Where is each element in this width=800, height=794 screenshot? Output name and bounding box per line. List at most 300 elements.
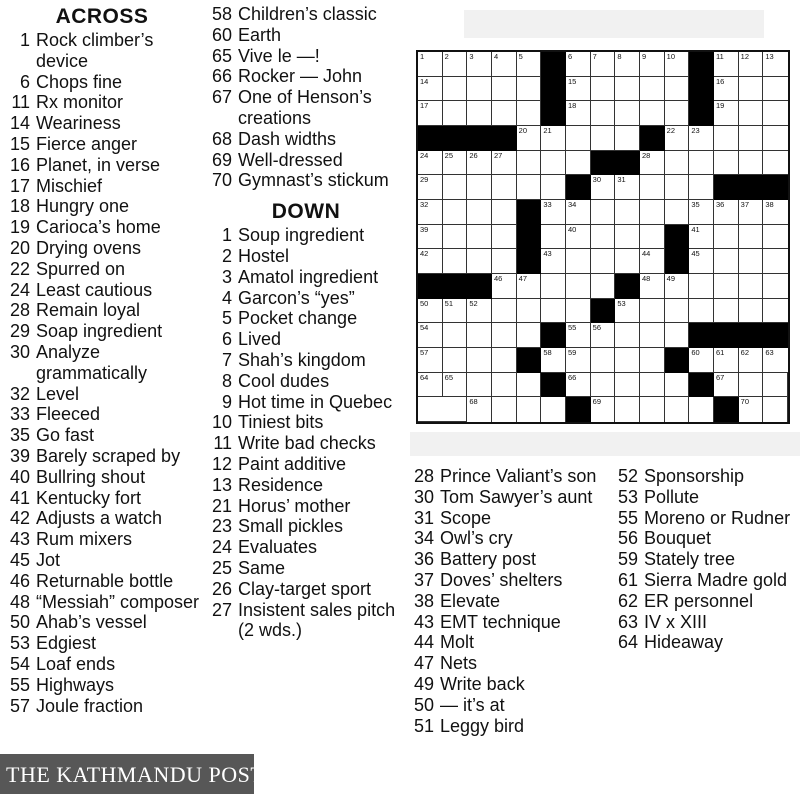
grid-cell[interactable] — [541, 274, 566, 299]
clue-item — [408, 549, 608, 570]
cell-number: 46 — [493, 273, 503, 283]
clue-number: 9 — [221, 391, 232, 412]
grid-cell[interactable] — [467, 249, 492, 274]
cell-number: 11 — [715, 52, 724, 61]
black-square — [763, 323, 788, 348]
grid-cell[interactable] — [714, 151, 739, 176]
black-square — [665, 225, 690, 250]
clue-item — [206, 350, 406, 371]
black-square — [665, 249, 690, 274]
grid-cell[interactable] — [640, 348, 665, 373]
grid-cell[interactable] — [689, 225, 714, 250]
grid-cell[interactable] — [443, 175, 468, 200]
clue-text: Small pickles — [238, 516, 344, 537]
grid-cell[interactable] — [492, 373, 517, 398]
grid-cell[interactable] — [591, 77, 616, 102]
clue-text: Doves’ shelters — [440, 569, 563, 590]
clue-number: 54 — [9, 653, 30, 674]
grid-cell[interactable] — [418, 101, 443, 126]
clue-number: 13 — [211, 474, 232, 495]
grid-cell[interactable] — [443, 348, 468, 373]
grid-cell[interactable] — [517, 323, 542, 348]
grid-cell[interactable] — [418, 249, 443, 274]
clue-item — [408, 487, 608, 508]
grid-cell[interactable] — [467, 175, 492, 200]
clue-text: Lived — [238, 329, 282, 350]
clue-text: Spurred on — [36, 258, 126, 279]
grid-cell[interactable] — [443, 52, 468, 77]
grid-cell[interactable] — [591, 373, 616, 398]
grid-cell[interactable] — [615, 348, 640, 373]
cell-number: 55 — [567, 323, 577, 333]
black-square — [615, 274, 640, 299]
grid-cell[interactable] — [492, 274, 517, 299]
clue-text: Bullring shout — [36, 466, 146, 487]
grid-cell[interactable] — [689, 348, 714, 373]
clue-item — [4, 446, 200, 467]
grid-cell[interactable] — [714, 348, 739, 373]
grid-cell[interactable] — [467, 225, 492, 250]
grid-cell[interactable] — [443, 77, 468, 102]
grid-cell[interactable] — [665, 373, 690, 398]
black-square — [689, 373, 714, 398]
grid-cell[interactable] — [418, 52, 443, 77]
grid-cell[interactable] — [591, 101, 616, 126]
clue-item — [4, 300, 200, 321]
grid-cell[interactable] — [492, 151, 517, 176]
grid-cell[interactable] — [591, 200, 616, 225]
grid-cell[interactable] — [739, 126, 764, 151]
clue-text: Hot time in Quebec — [238, 391, 393, 412]
grid-cell[interactable] — [418, 151, 443, 176]
grid-cell[interactable] — [418, 175, 443, 200]
grid-cell[interactable] — [665, 52, 690, 77]
clue-text: One of Henson’s creations — [238, 87, 372, 128]
grid-cell[interactable] — [591, 175, 616, 200]
clue-text: Mischief — [36, 175, 103, 196]
clue-number: 25 — [211, 557, 232, 578]
grid-cell[interactable] — [443, 397, 468, 422]
grid-cell[interactable] — [665, 101, 690, 126]
grid-cell[interactable] — [763, 373, 788, 398]
grid-cell[interactable] — [541, 151, 566, 176]
grid-cell[interactable] — [467, 200, 492, 225]
cell-number: 60 — [691, 347, 700, 357]
grid-cell[interactable] — [714, 200, 739, 225]
grid-cell[interactable] — [615, 299, 640, 324]
clue-item — [206, 558, 406, 579]
grid-cell[interactable] — [467, 373, 492, 398]
grid-cell[interactable] — [665, 151, 690, 176]
clue-item — [4, 238, 200, 259]
grid-cell[interactable] — [591, 126, 616, 151]
grid-cell[interactable] — [443, 249, 468, 274]
grid-cell[interactable] — [517, 101, 542, 126]
clue-item — [408, 695, 608, 716]
grid-cell[interactable] — [591, 397, 616, 422]
clue-text: Insistent sales pitch (2 wds.) — [238, 599, 396, 641]
grid-cell[interactable] — [615, 52, 640, 77]
grid-cell[interactable] — [739, 397, 764, 422]
grid-cell[interactable] — [591, 274, 616, 299]
grid-cell[interactable] — [714, 101, 739, 126]
grid-cell[interactable] — [640, 151, 665, 176]
black-square — [566, 397, 591, 422]
clue-text: Moreno or Rudner — [644, 507, 791, 528]
grid-cell[interactable] — [492, 397, 517, 422]
clue-text: Drying ovens — [36, 237, 142, 258]
clue-number: 42 — [9, 508, 30, 529]
clue-text: Prince Valiant’s son — [440, 466, 597, 486]
clue-item — [206, 225, 406, 246]
grid-cell[interactable] — [492, 200, 517, 225]
cell-number: 35 — [691, 199, 700, 209]
grid-cell[interactable] — [443, 323, 468, 348]
grid-cell[interactable] — [566, 77, 591, 102]
down-clue-list-continued — [408, 466, 608, 736]
grid-cell[interactable] — [714, 373, 739, 398]
grid-cell[interactable] — [418, 373, 443, 398]
grid-cell[interactable] — [763, 52, 788, 77]
clue-number: 27 — [211, 599, 232, 620]
cell-number: 32 — [420, 199, 429, 209]
grid-cell[interactable] — [763, 348, 788, 373]
grid-cell[interactable] — [714, 52, 739, 77]
grid-cell[interactable] — [763, 126, 788, 151]
clue-item — [612, 487, 800, 508]
grid-cell[interactable] — [739, 200, 764, 225]
cell-number: 17 — [420, 101, 429, 111]
clue-number: 30 — [413, 486, 434, 507]
grid-cell[interactable] — [566, 299, 591, 324]
grid-cell[interactable] — [566, 323, 591, 348]
grid-cell[interactable] — [739, 274, 764, 299]
grid-cell[interactable] — [689, 249, 714, 274]
clue-number: 51 — [413, 715, 434, 736]
grid-cell[interactable] — [492, 52, 517, 77]
clue-number: 15 — [9, 133, 30, 154]
black-square — [541, 101, 566, 126]
grid-cell[interactable] — [443, 299, 468, 324]
grid-cell[interactable] — [492, 77, 517, 102]
grid-cell[interactable] — [492, 225, 517, 250]
clue-number: 24 — [9, 279, 30, 300]
clue-text: Battery post — [440, 549, 537, 570]
cell-number: 8 — [617, 52, 622, 61]
grid-cell[interactable] — [467, 299, 492, 324]
cell-number: 41 — [691, 224, 700, 234]
clue-item — [4, 654, 200, 675]
grid-cell[interactable] — [640, 249, 665, 274]
grid-cell[interactable] — [517, 299, 542, 324]
clue-item — [4, 467, 200, 488]
clue-text: Residence — [238, 474, 324, 495]
clue-item — [408, 591, 608, 612]
grid-cell[interactable] — [689, 274, 714, 299]
grid-cell[interactable] — [689, 151, 714, 176]
cell-number: 47 — [518, 273, 527, 283]
grid-cell[interactable] — [640, 101, 665, 126]
clue-number: 6 — [19, 71, 30, 92]
grid-cell[interactable] — [467, 323, 492, 348]
grid-cell[interactable] — [763, 249, 788, 274]
cell-number: 28 — [641, 150, 651, 160]
clue-number: 64 — [617, 632, 638, 653]
grid-cell[interactable] — [443, 101, 468, 126]
grid-cell[interactable] — [492, 175, 517, 200]
grid-cell[interactable] — [665, 323, 690, 348]
grid-cell[interactable] — [541, 175, 566, 200]
grid-cell[interactable] — [566, 225, 591, 250]
grid-cell[interactable] — [640, 323, 665, 348]
cell-number: 23 — [691, 125, 700, 135]
grid-cell[interactable] — [418, 225, 443, 250]
grid-cell[interactable] — [541, 126, 566, 151]
clue-item — [408, 632, 608, 653]
grid-cell[interactable] — [566, 52, 591, 77]
grid-cell[interactable] — [739, 299, 764, 324]
grid-cell[interactable] — [492, 101, 517, 126]
grid-cell[interactable] — [566, 373, 591, 398]
grid-cell[interactable] — [640, 200, 665, 225]
clue-number: 22 — [9, 258, 30, 279]
grid-cell[interactable] — [739, 77, 764, 102]
clue-item — [4, 633, 200, 654]
clue-text: Write back — [440, 673, 525, 694]
grid-cell[interactable] — [640, 397, 665, 422]
grid-cell[interactable] — [689, 175, 714, 200]
cell-number: 14 — [420, 76, 429, 86]
black-square — [615, 151, 640, 176]
grid-cell[interactable] — [591, 323, 616, 348]
clue-item — [206, 412, 406, 433]
grid-cell[interactable] — [566, 249, 591, 274]
grid-cell[interactable] — [566, 348, 591, 373]
grid-cell[interactable] — [517, 52, 542, 77]
grid-cell[interactable] — [714, 126, 739, 151]
grid-cell[interactable] — [467, 151, 492, 176]
cell-number: 3 — [469, 52, 474, 61]
clue-text: Hostel — [238, 245, 290, 266]
grid-cell[interactable] — [739, 225, 764, 250]
grid-cell[interactable] — [714, 225, 739, 250]
clue-text: Remain loyal — [36, 300, 141, 321]
clue-text: Clay-target sport — [238, 578, 372, 599]
grid-cell[interactable] — [739, 249, 764, 274]
cell-number: 64 — [420, 372, 429, 382]
black-square — [689, 77, 714, 102]
cell-number: 37 — [740, 199, 749, 209]
clue-number: 67 — [211, 87, 232, 108]
grid-cell[interactable] — [591, 348, 616, 373]
grid-cell[interactable] — [640, 175, 665, 200]
grid-cell[interactable] — [541, 200, 566, 225]
grid-cell[interactable] — [418, 348, 443, 373]
grid-cell[interactable] — [591, 249, 616, 274]
clue-item — [206, 150, 406, 171]
clue-text: Horus’ mother — [238, 495, 351, 516]
cell-number: 15 — [567, 76, 577, 86]
grid-cell[interactable] — [418, 397, 443, 422]
cell-number: 54 — [420, 323, 429, 333]
grid-cell[interactable] — [467, 77, 492, 102]
down-heading: DOWN — [271, 200, 341, 224]
clue-number: 16 — [9, 154, 30, 175]
grid-cell[interactable] — [640, 373, 665, 398]
clue-number: 49 — [413, 673, 434, 694]
grid-cell[interactable] — [591, 225, 616, 250]
clue-number: 50 — [9, 612, 30, 633]
grid-cell[interactable] — [418, 200, 443, 225]
grid-cell[interactable] — [492, 249, 517, 274]
grid-cell[interactable] — [615, 397, 640, 422]
grid-cell[interactable] — [566, 274, 591, 299]
grid-cell[interactable] — [467, 397, 492, 422]
clue-number: 31 — [413, 507, 434, 528]
clue-text: Pocket change — [238, 308, 358, 329]
clue-number: 34 — [413, 528, 434, 549]
clue-item — [408, 612, 608, 633]
grid-cell[interactable] — [418, 77, 443, 102]
grid-cell[interactable] — [541, 348, 566, 373]
clue-number: 63 — [617, 611, 638, 632]
clue-text: Dash widths — [238, 128, 337, 149]
grid-cell[interactable] — [665, 200, 690, 225]
grid-cell[interactable] — [640, 77, 665, 102]
clue-number: 55 — [9, 674, 30, 695]
grid-cell[interactable] — [615, 225, 640, 250]
grid-cell[interactable] — [665, 397, 690, 422]
grid-cell[interactable] — [517, 126, 542, 151]
grid-cell[interactable] — [665, 175, 690, 200]
grid-cell[interactable] — [492, 348, 517, 373]
grid-cell[interactable] — [591, 52, 616, 77]
black-square — [541, 323, 566, 348]
grid-cell[interactable] — [517, 397, 542, 422]
clue-text: Sierra Madre gold — [644, 569, 788, 590]
grid-cell[interactable] — [541, 397, 566, 422]
grid-cell[interactable] — [492, 299, 517, 324]
black-square — [541, 52, 566, 77]
grid-cell[interactable] — [665, 274, 690, 299]
grid-cell[interactable] — [517, 373, 542, 398]
grid-cell[interactable] — [763, 101, 788, 126]
clue-item — [206, 246, 406, 267]
grid-cell[interactable] — [739, 373, 764, 398]
grid-cell[interactable] — [763, 299, 788, 324]
clue-number: 58 — [211, 4, 232, 24]
grid-cell[interactable] — [665, 126, 690, 151]
cell-number: 16 — [715, 76, 725, 86]
grid-cell[interactable] — [640, 225, 665, 250]
grid-cell[interactable] — [467, 52, 492, 77]
grid-cell[interactable] — [665, 77, 690, 102]
grid-cell[interactable] — [763, 225, 788, 250]
grid-cell[interactable] — [714, 274, 739, 299]
grid-cell[interactable] — [517, 77, 542, 102]
grid-cell[interactable] — [739, 101, 764, 126]
grid-cell[interactable] — [714, 299, 739, 324]
grid-cell[interactable] — [640, 299, 665, 324]
grid-cell[interactable] — [615, 373, 640, 398]
grid-cell[interactable] — [443, 373, 468, 398]
black-square — [517, 225, 542, 250]
clue-number: 62 — [617, 590, 638, 611]
clue-text: Tom Sawyer’s aunt — [440, 486, 593, 507]
grid-cell[interactable] — [763, 77, 788, 102]
grid-cell[interactable] — [566, 151, 591, 176]
grid-cell[interactable] — [689, 126, 714, 151]
grid-cell[interactable] — [615, 175, 640, 200]
grid-cell[interactable] — [467, 101, 492, 126]
grid-cell[interactable] — [418, 323, 443, 348]
grid-cell[interactable] — [443, 225, 468, 250]
grid-cell[interactable] — [615, 101, 640, 126]
grid-cell[interactable] — [763, 274, 788, 299]
grid-cell[interactable] — [615, 126, 640, 151]
grid-cell[interactable] — [665, 299, 690, 324]
grid-cell[interactable] — [443, 151, 468, 176]
grid-cell[interactable] — [541, 249, 566, 274]
grid-cell[interactable] — [763, 397, 788, 422]
grid-cell[interactable] — [714, 77, 739, 102]
cell-number: 2 — [444, 52, 449, 61]
grid-cell[interactable] — [615, 200, 640, 225]
clue-text: Highways — [36, 674, 115, 695]
grid-cell[interactable] — [517, 175, 542, 200]
clue-number: 61 — [617, 569, 638, 590]
grid-cell[interactable] — [689, 397, 714, 422]
grid-cell[interactable] — [492, 323, 517, 348]
clue-item — [4, 425, 200, 446]
grid-cell[interactable] — [689, 200, 714, 225]
grid-cell[interactable] — [418, 299, 443, 324]
clue-text: Tiniest bits — [238, 412, 324, 433]
cell-number: 22 — [666, 125, 675, 135]
grid-cell[interactable] — [566, 126, 591, 151]
grid-cell[interactable] — [443, 200, 468, 225]
clue-number: 24 — [211, 537, 232, 558]
grid-cell[interactable] — [517, 274, 542, 299]
grid-cell[interactable] — [615, 77, 640, 102]
grid-cell[interactable] — [541, 225, 566, 250]
grid-cell[interactable] — [739, 151, 764, 176]
clue-text: Returnable bottle — [36, 570, 174, 591]
grid-cell[interactable] — [689, 299, 714, 324]
grid-cell[interactable] — [739, 348, 764, 373]
grid-cell[interactable] — [541, 299, 566, 324]
grid-cell[interactable] — [566, 200, 591, 225]
grid-cell[interactable] — [640, 274, 665, 299]
crossword-grid[interactable] — [416, 50, 790, 424]
grid-cell[interactable] — [615, 249, 640, 274]
clue-text: Barely scraped by — [36, 445, 181, 466]
grid-cell[interactable] — [615, 323, 640, 348]
clue-item — [206, 4, 406, 25]
grid-cell[interactable] — [640, 52, 665, 77]
grid-cell[interactable] — [566, 101, 591, 126]
black-square — [566, 175, 591, 200]
black-square — [443, 274, 468, 299]
grid-cell[interactable] — [517, 151, 542, 176]
grid-cell[interactable] — [714, 249, 739, 274]
grid-cell[interactable] — [763, 200, 788, 225]
clue-text: Kentucky fort — [36, 487, 142, 508]
grid-cell[interactable] — [739, 52, 764, 77]
clue-number: 32 — [9, 383, 30, 404]
grid-cell[interactable] — [763, 151, 788, 176]
grid-cell[interactable] — [467, 348, 492, 373]
